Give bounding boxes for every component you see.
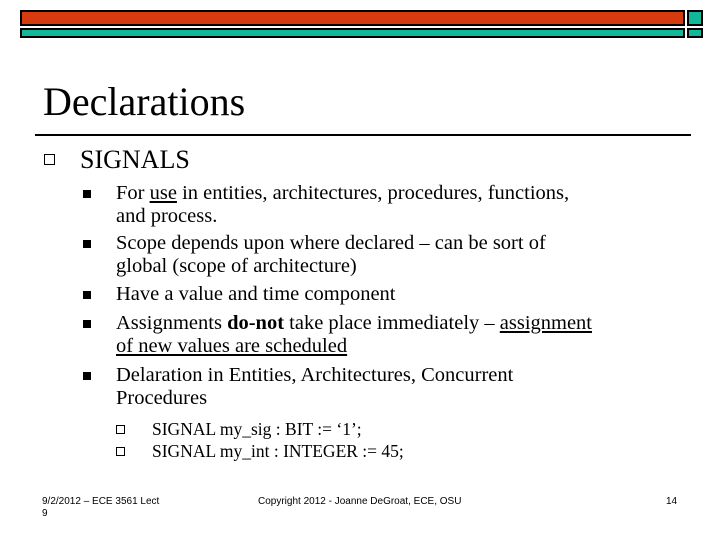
footer-copyright: Copyright 2012 - Joanne DeGroat, ECE, OSU	[258, 496, 462, 507]
sub-bullet-text: Scope depends upon where declared – can be sort of global (scope of architecture)	[116, 232, 546, 277]
filled-square-bullet-icon	[83, 190, 91, 198]
footer-date-lecture: 9/2/2012 – ECE 3561 Lect 9	[42, 496, 160, 519]
sub-bullet-text: Assignments do-not take place immediately – assignment of new values are scheduled	[116, 312, 593, 357]
sub-bullet-use	[83, 182, 683, 228]
accent-decorative-bar	[20, 28, 685, 38]
corner-square-bottom	[687, 28, 703, 38]
sub-bullet-scope	[83, 232, 683, 278]
top-decorative-bar	[20, 10, 685, 26]
filled-square-bullet-icon	[83, 240, 91, 248]
example-code-line: SIGNAL my_int : INTEGER := 45;	[152, 441, 404, 461]
hollow-square-bullet-icon	[116, 425, 125, 434]
sub-bullet-assignments	[83, 312, 683, 358]
page-number: 14	[666, 496, 678, 507]
main-bullet-text: SIGNALS	[80, 145, 190, 174]
sub-bullet-text: Have a value and time component	[116, 283, 396, 305]
corner-square-top	[687, 10, 703, 26]
sub-bullet-value-time	[83, 283, 683, 306]
title-rule	[35, 134, 691, 136]
sub-bullet-text: Delaration in Entities, Architectures, Concurrent Procedures	[116, 364, 514, 409]
example-code-line: SIGNAL my_sig : BIT := ‘1’;	[152, 419, 362, 439]
hollow-square-bullet-icon	[116, 447, 125, 456]
filled-square-bullet-icon	[83, 372, 91, 380]
sub-bullet-text: For use in entities, architectures, procedures, functions, and process.	[116, 182, 570, 227]
slide-title: Declarations	[43, 79, 246, 124]
filled-square-bullet-icon	[83, 320, 91, 328]
sub-bullet-declaration	[83, 364, 683, 410]
filled-square-bullet-icon	[83, 291, 91, 299]
hollow-square-bullet-icon	[44, 154, 55, 165]
